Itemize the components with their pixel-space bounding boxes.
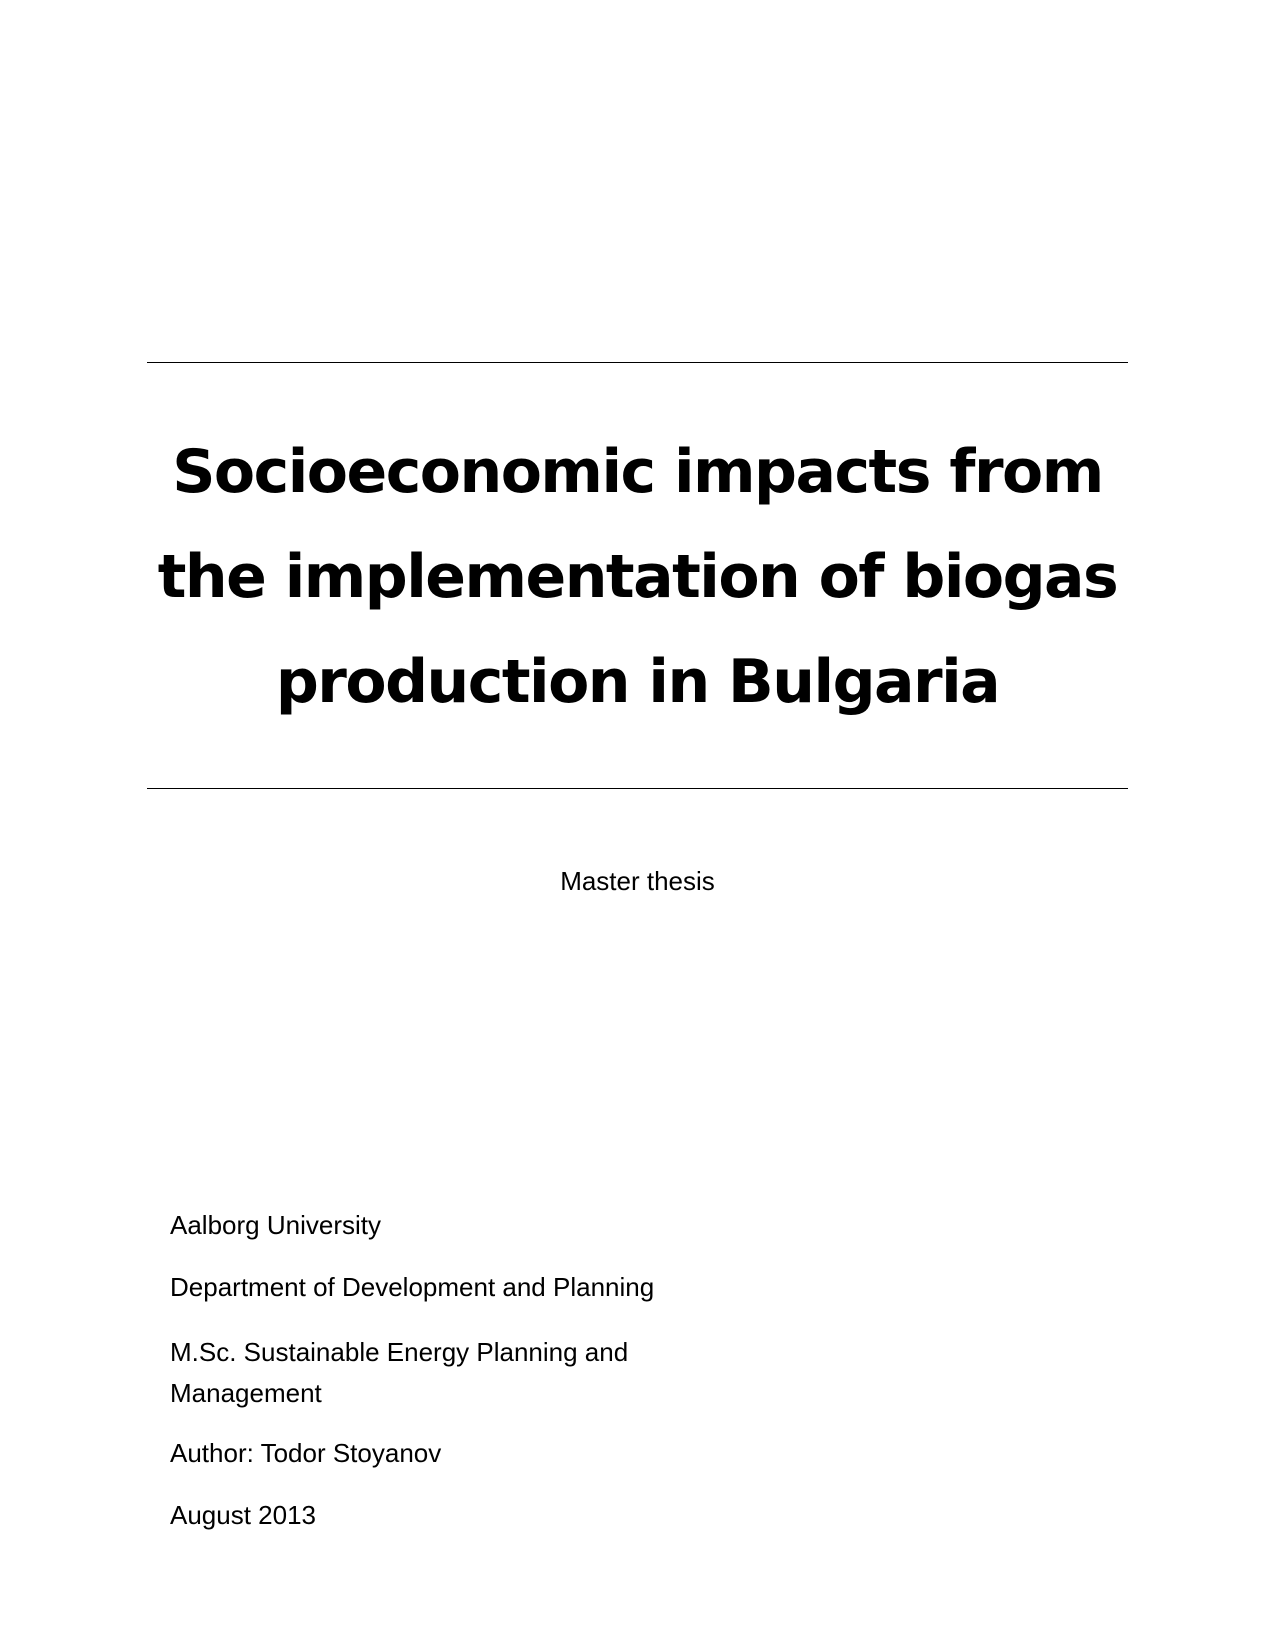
title-bottom-rule [147, 788, 1128, 789]
department-name: Department of Development and Planning [170, 1272, 655, 1302]
university-name: Aalborg University [170, 1210, 381, 1240]
title-top-rule [147, 362, 1128, 363]
author-name: Author: Todor Stoyanov [170, 1438, 442, 1468]
document-type: Master thesis [560, 866, 715, 896]
title-line-1: Socioeconomic impacts from [172, 437, 1103, 507]
page-title [147, 420, 1128, 735]
submission-date: August 2013 [170, 1500, 317, 1530]
program-name: M.Sc. Sustainable Energy Planning and Management [170, 1337, 629, 1408]
title-line-2: the implementation of biogas [157, 542, 1118, 612]
title-line-3: production in Bulgaria [275, 647, 1000, 717]
